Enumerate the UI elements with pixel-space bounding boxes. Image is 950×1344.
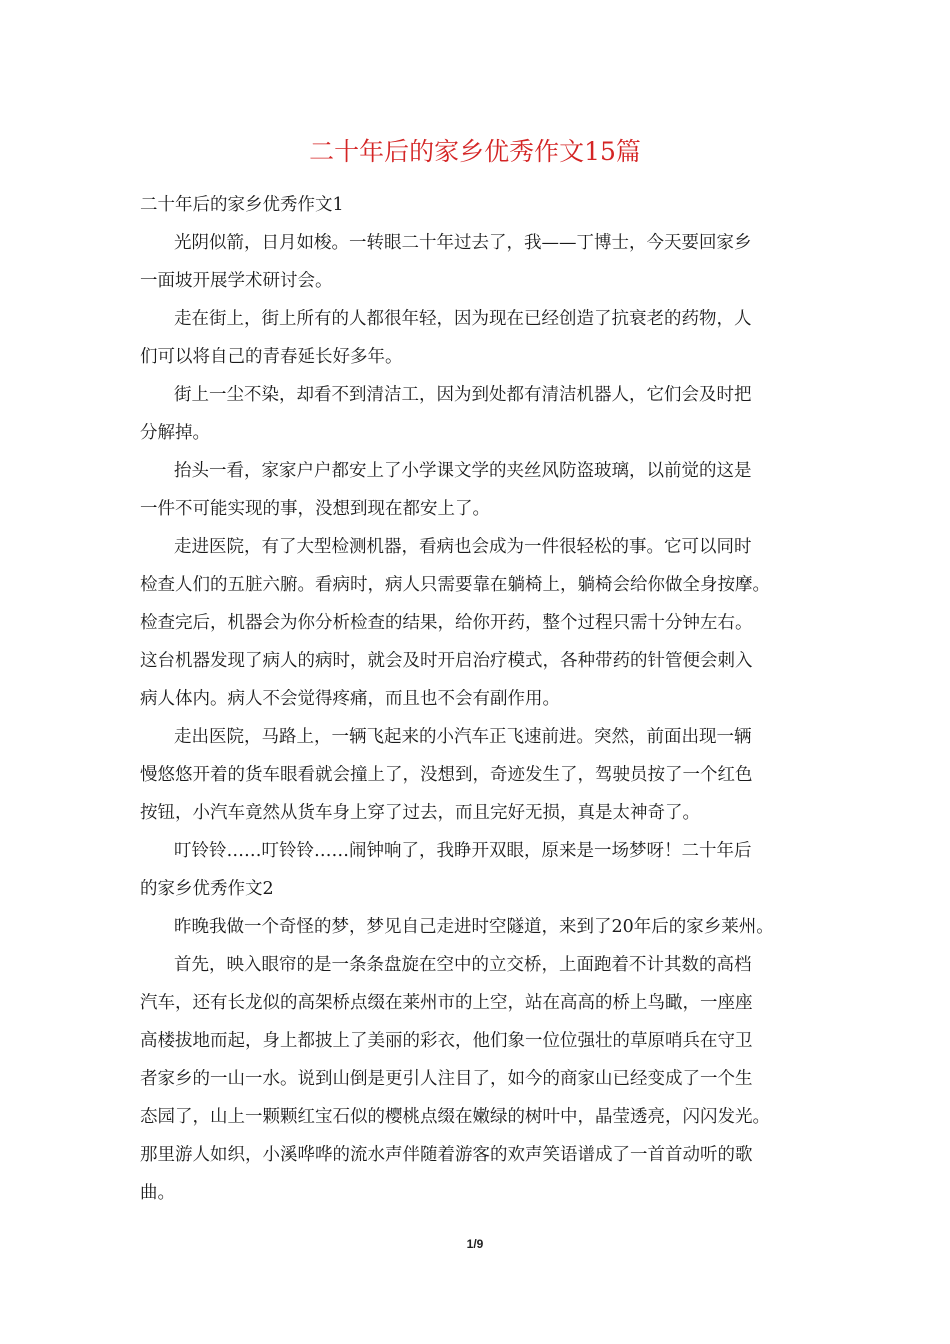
text-line: 光阴似箭，日月如梭。一转眼二十年过去了，我——丁博士，今天要回家乡 [174,233,752,253]
document-body [140,186,816,1212]
text-line: 曲。 [140,1183,175,1203]
text-line: 的家乡优秀作文2 [140,879,274,899]
text-line: 昨晚我做一个奇怪的梦，梦见自己走进时空隧道，来到了20年后的家乡莱州。 [174,917,774,937]
text-line: 按钮，小汽车竟然从货车身上穿了过去，而且完好无损，真是太神奇了。 [140,803,700,823]
text-line: 那里游人如织，小溪哗哗的流水声伴随着游客的欢声笑语谱成了一首首动听的歌 [140,1145,753,1165]
text-line: 病人体内。病人不会觉得疼痛，而且也不会有副作用。 [140,689,560,709]
text-line: 这台机器发现了病人的病时，就会及时开启治疗模式，各种带药的针管便会刺入 [140,651,753,671]
text-line: 汽车，还有长龙似的高架桥点缀在莱州市的上空，站在高高的桥上鸟瞰，一座座 [140,993,753,1013]
text-line: 走进医院，有了大型检测机器，看病也会成为一件很轻松的事。它可以同时 [174,537,752,557]
page-number: 1/9 [466,1237,484,1251]
text-line: 抬头一看，家家户户都安上了小学课文学的夹丝风防盗玻璃，以前觉的这是 [174,461,752,481]
text-line: 者家乡的一山一水。说到山倒是更引人注目了，如今的商家山已经变成了一个生 [140,1069,753,1089]
document-title: 二十年后的家乡优秀作文15篇 [309,137,641,166]
text-line: 一件不可能实现的事，没想到现在都安上了。 [140,499,490,519]
text-line: 走出医院，马路上，一辆飞起来的小汽车正飞速前进。突然，前面出现一辆 [174,727,752,747]
text-line: 一面坡开展学术研讨会。 [140,271,333,291]
text-line: 走在街上，街上所有的人都很年轻，因为现在已经创造了抗衰老的药物，人 [174,309,752,329]
text-line: 检查完后，机器会为你分析检查的结果，给你开药，整个过程只需十分钟左右。 [140,613,753,633]
text-line: 态园了，山上一颗颗红宝石似的樱桃点缀在嫩绿的树叶中，晶莹透亮，闪闪发光。 [140,1107,770,1127]
text-line: 首先，映入眼帘的是一条条盘旋在空中的立交桥，上面跑着不计其数的高档 [174,955,752,975]
text-line: 二十年后的家乡优秀作文1 [140,195,344,215]
text-line: 分解掉。 [140,423,210,443]
text-line: 慢悠悠开着的货车眼看就会撞上了，没想到，奇迹发生了，驾驶员按了一个红色 [140,765,753,785]
text-line: 叮铃铃……叮铃铃……闹钟响了，我睁开双眼，原来是一场梦呀！二十年后 [174,841,752,861]
text-line: 高楼拔地而起，身上都披上了美丽的彩衣，他们象一位位强壮的草原哨兵在守卫 [140,1031,753,1051]
text-line: 检查人们的五脏六腑。看病时，病人只需要靠在躺椅上，躺椅会给你做全身按摩。 [140,575,770,595]
text-line: 街上一尘不染，却看不到清洁工，因为到处都有清洁机器人，它们会及时把 [174,385,752,405]
text-line: 们可以将自己的青春延长好多年。 [140,347,403,367]
